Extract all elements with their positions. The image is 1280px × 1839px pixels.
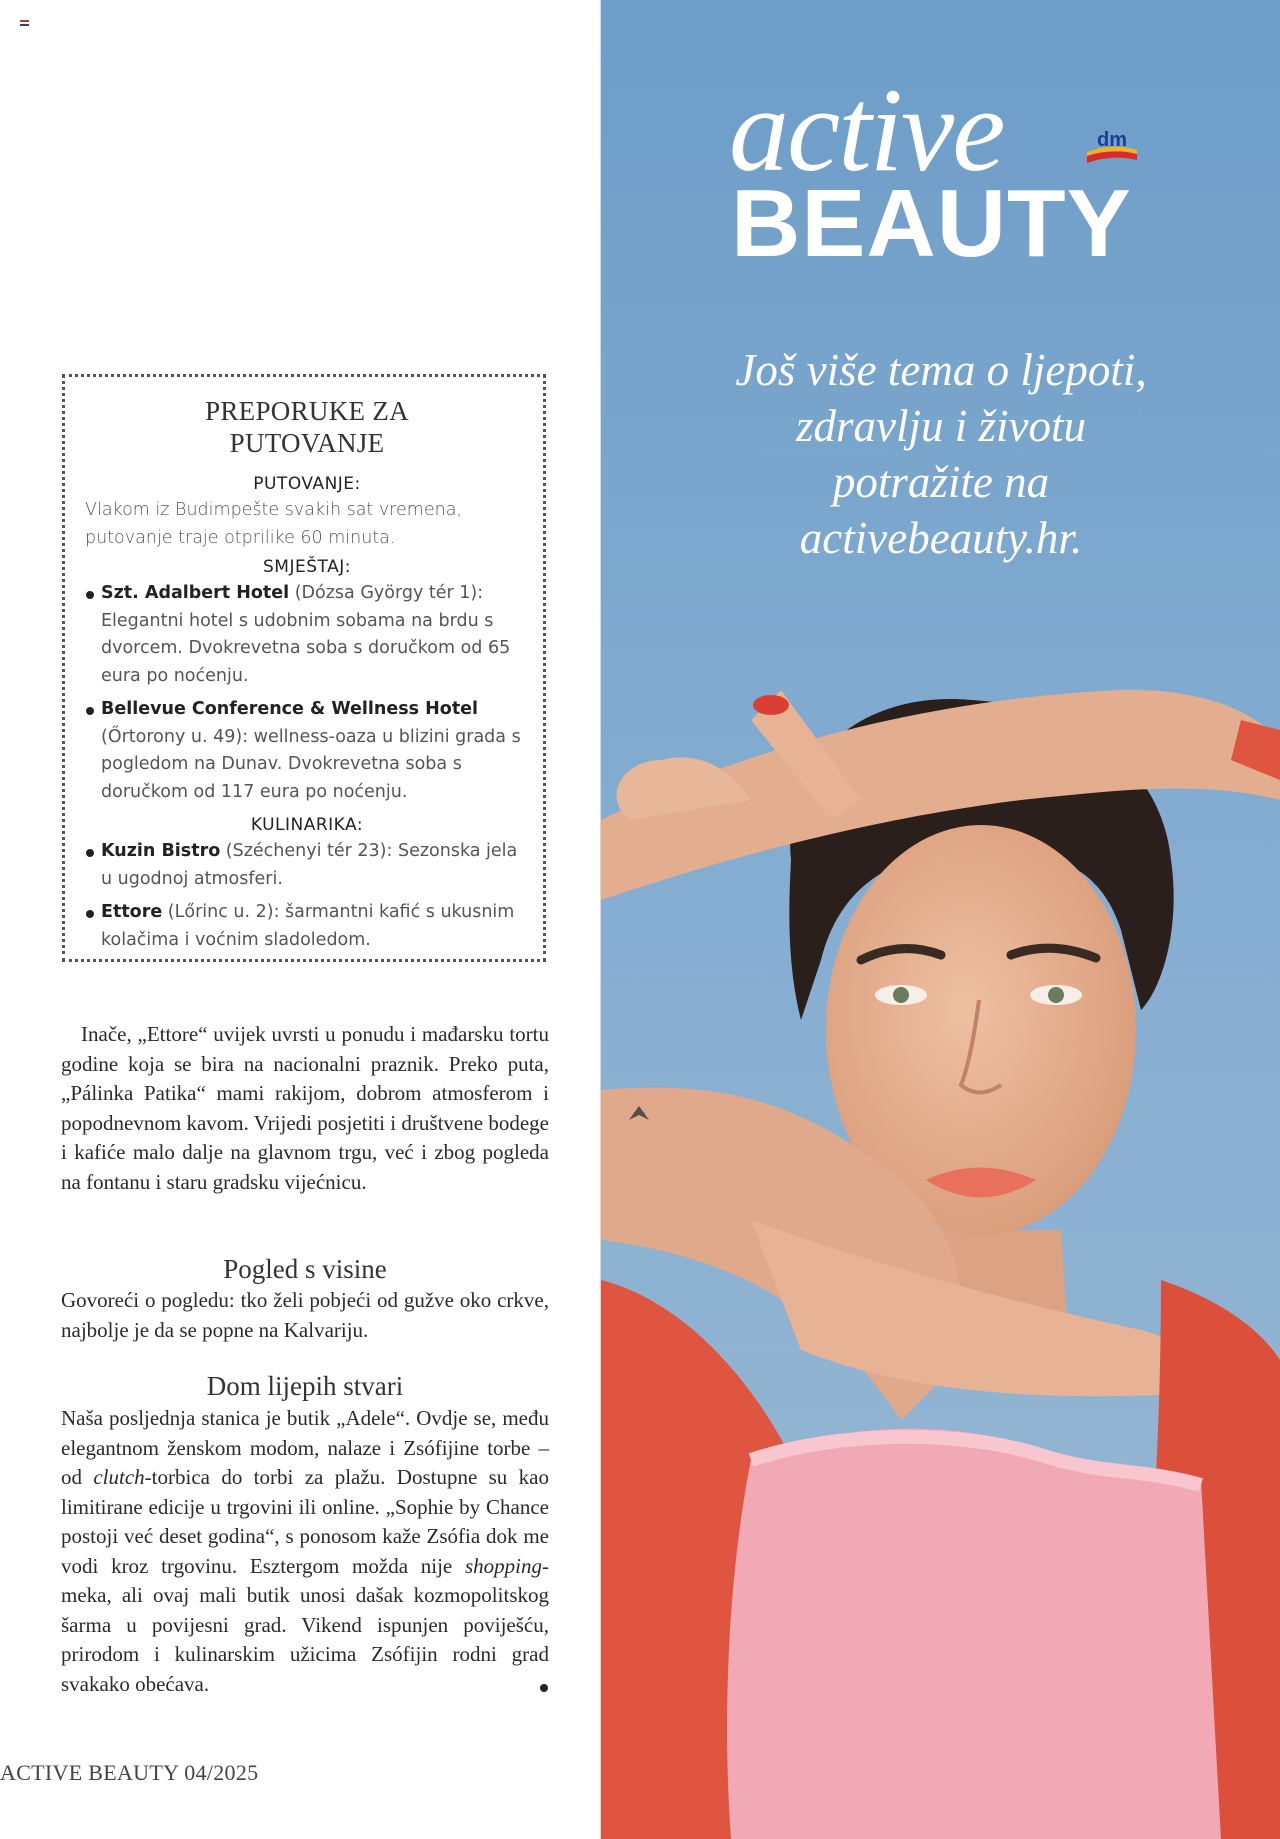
end-of-article-bullet bbox=[540, 1684, 548, 1692]
culinary-heading: KULINARIKA: bbox=[250, 815, 364, 835]
culinary-list bbox=[85, 838, 529, 954]
article-column bbox=[0, 0, 600, 1839]
brand-beauty-wordmark: BEAUTY bbox=[731, 170, 1132, 277]
list-item: Ettore (Lőrinc u. 2): šarmantni kafić s ukusnim kolačima i voćnim sladoledom. bbox=[85, 899, 529, 954]
article-paragraph-2: Govoreći o pogledu: tko želi pobjeći od gužve oko crkve, najbolje je da se popne na Kalvariju. bbox=[61, 1288, 549, 1342]
travel-heading: PUTOVANJE: bbox=[253, 474, 361, 494]
promo-tagline: Još više tema o ljepoti, zdravlju i životu potražite na activebeauty.hr. bbox=[735, 345, 1147, 563]
accommodation-list bbox=[85, 580, 529, 806]
travel-text: Vlakom iz Budimpešte svakih sat vremena, putovanje traje otprilike 60 minuta. bbox=[85, 500, 462, 548]
promo-panel bbox=[601, 0, 1280, 1839]
svg-text:dm: dm bbox=[1097, 129, 1127, 151]
brand-active-wordmark: active bbox=[729, 63, 1004, 196]
list-item: Szt. Adalbert Hotel (Dózsa György tér 1): Elegantni hotel s udobnim sobama na brdu s dvorcem. Dvokrevetna soba s doručkom od 65 eura po noćenju. bbox=[85, 580, 529, 690]
travel-recommendations-box bbox=[62, 374, 546, 962]
article-paragraph-3: Naša posljednja stanica je butik „Adele“. Ovdje se, među elegantnom ženskom modom, nalaze i Zsófijine torbe – od clutch-torbica do torbi za plažu. Dostupne su kao limitirane edicije u trgovini ili online. „Sophie by Chance postoji već deset godina“, s ponosom kaže Zsófia dok me vodi kroz trgovinu. Esztergom možda nije shopping-meka, ali ovaj mali butik unosi dašak kozmopolitskog šarma u povijesni grad. Vikend ispunjen poviješću, prirodom i kulinarskim užicima Zsófijin rodni grad svakako obećava. bbox=[61, 1406, 549, 1696]
box-title: PREPORUKE ZA PUTOVANJE bbox=[205, 396, 409, 458]
list-item: Kuzin Bistro (Széchenyi tér 23): Sezonska jela u ugodnoj atmosferi. bbox=[85, 838, 529, 893]
article-paragraph-1: Inače, „Ettore“ uvijek uvrsti u ponudu i mađarsku tortu godine koja se bira na nacionalni praznik. Preko puta, „Pálinka Patika“ mami rakijom, dobrom atmosferom i popodnevnom kavom. Vrijedi posjetiti i društvene bodege i kafiće malo dalje na glavnom trgu, već i zbog pogleda na fontanu i staru gradsku vijećnicu. bbox=[61, 1022, 549, 1194]
section-heading-shop: Dom lijepih stvari bbox=[206, 1371, 404, 1401]
accommodation-heading: SMJEŠTAJ: bbox=[263, 557, 351, 577]
page-footer: ACTIVE BEAUTY 04/2025 bbox=[0, 1760, 259, 1785]
list-item: Bellevue Conference & Wellness Hotel (Őrtorony u. 49): wellness-oaza u blizini grada s pogledom na Dunav. Dvokrevetna soba s doručkom od 117 eura po noćenju. bbox=[85, 696, 529, 806]
section-heading-view: Pogled s visine bbox=[223, 1254, 387, 1284]
dm-logo bbox=[1083, 126, 1141, 164]
